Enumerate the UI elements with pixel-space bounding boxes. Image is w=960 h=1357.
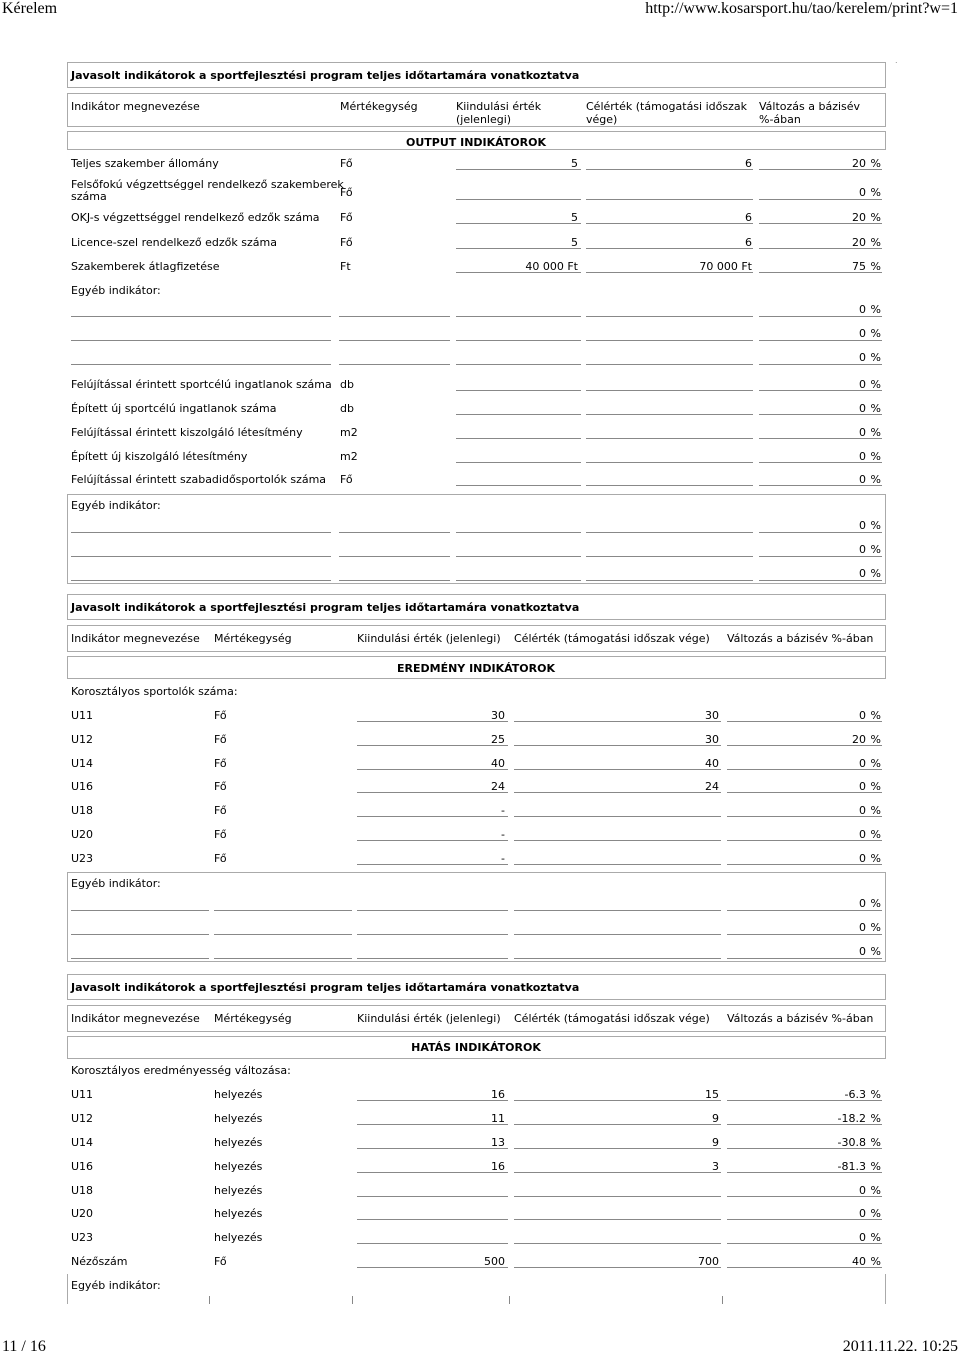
change-value: 0: [859, 757, 866, 770]
col-header-change: Változás a bázisév %-ában: [727, 632, 874, 645]
unit-value: Fő: [340, 157, 353, 170]
indicator-name: Felújítással érintett kiszolgáló létesítmény: [71, 426, 303, 439]
start-value-field[interactable]: [456, 390, 581, 391]
print-header: [0, 0, 960, 20]
percent-sign: %: [870, 897, 881, 910]
start-value: 40 000 Ft: [525, 260, 578, 273]
age-group: U12: [71, 733, 94, 746]
change-value: 0: [859, 303, 866, 316]
other-indicator-label: Egyéb indikátor:: [71, 499, 161, 512]
start-value: 5: [571, 157, 578, 170]
start-value: 500: [484, 1255, 505, 1268]
other-name-field[interactable]: [71, 364, 331, 365]
change-value: 0: [859, 543, 866, 556]
print-footer: [0, 1338, 960, 1356]
start-value-field[interactable]: [456, 316, 581, 317]
indicator-name: OKJ-s végzettséggel rendelkező edzők száma: [71, 211, 320, 224]
unit-value: helyezés: [214, 1112, 263, 1125]
target-value: 24: [705, 780, 719, 793]
section-title: Javasolt indikátorok a sportfejlesztési program teljes időtartamára vonatkoztatva: [71, 981, 580, 994]
change-value: -30.8: [837, 1136, 866, 1149]
col-header-name: Indikátor megnevezése: [71, 632, 200, 645]
indicator-name: Teljes szakember állomány: [71, 157, 219, 170]
print-date: 2011.11.22. 10:25: [842, 1338, 958, 1355]
output-heading: OUTPUT INDIKÁTOROK: [405, 136, 547, 149]
other-name-field[interactable]: [71, 340, 331, 341]
percent-sign: %: [870, 1160, 881, 1173]
unit-value: helyezés: [214, 1231, 263, 1244]
percent-sign: %: [870, 1184, 881, 1197]
change-value: 20: [852, 733, 866, 746]
unit-value: Fő: [214, 709, 227, 722]
target-value: 9: [712, 1112, 719, 1125]
result-heading: EREDMÉNY INDIKÁTOROK: [397, 662, 555, 675]
target-value: 9: [712, 1136, 719, 1149]
age-group: U14: [71, 1136, 94, 1149]
indicator-name: Licence-szel rendelkező edzők száma: [71, 236, 277, 249]
target-value: 6: [745, 157, 752, 170]
change-value: 0: [859, 921, 866, 934]
page-number: 11 / 16: [2, 1338, 46, 1355]
change-value: 0: [859, 473, 866, 486]
start-value-field[interactable]: [357, 1243, 508, 1244]
percent-sign: %: [870, 450, 881, 463]
percent-sign: %: [870, 709, 881, 722]
target-value-field[interactable]: [586, 364, 753, 365]
percent-sign: %: [870, 804, 881, 817]
percent-sign: %: [870, 780, 881, 793]
start-value-field[interactable]: [456, 199, 581, 200]
unit-value: Ft: [340, 260, 351, 273]
start-value: 40: [491, 757, 505, 770]
change-value: 0: [859, 567, 866, 580]
unit-value: Fő: [214, 852, 227, 865]
start-value: 13: [491, 1136, 505, 1149]
start-value-field[interactable]: [456, 462, 581, 463]
unit-value: db: [340, 402, 354, 415]
percent-sign: %: [870, 519, 881, 532]
change-value: -6.3: [844, 1088, 866, 1101]
start-value: 16: [491, 1088, 505, 1101]
start-value: 16: [491, 1160, 505, 1173]
start-value: 30: [491, 709, 505, 722]
col-header-change: Változás a bázisév %-ában: [727, 1012, 874, 1025]
age-group: U16: [71, 1160, 94, 1173]
change-value: 0: [859, 945, 866, 958]
change-value: -81.3: [837, 1160, 866, 1173]
unit-value: Fő: [214, 1255, 227, 1268]
change-value: 20: [852, 211, 866, 224]
start-value-field[interactable]: [357, 1219, 508, 1220]
percent-sign: %: [870, 186, 881, 199]
col-header-change: Változás a bázisév %-ában: [759, 100, 861, 126]
field-separator: [509, 1296, 510, 1304]
unit-value: m2: [340, 450, 358, 463]
percent-sign: %: [870, 1136, 881, 1149]
age-group: U20: [71, 1207, 94, 1220]
col-header-target: Célérték (támogatási időszak vége): [514, 1012, 710, 1025]
age-group: U23: [71, 1231, 94, 1244]
age-group: U20: [71, 828, 94, 841]
change-value: 0: [859, 897, 866, 910]
change-value: -18.2: [837, 1112, 866, 1125]
percent-sign: %: [870, 402, 881, 415]
change-value-field[interactable]: [759, 316, 882, 317]
percent-sign: %: [870, 157, 881, 170]
indicator-name: Felsőfokú végzettséggel rendelkező szakemberek: [71, 178, 344, 191]
group-label: Korosztályos sportolók száma:: [71, 685, 238, 698]
target-value-field[interactable]: [586, 199, 753, 200]
change-value: 0: [859, 1207, 866, 1220]
other-indicator-box: [67, 872, 886, 962]
start-value-field[interactable]: [456, 340, 581, 341]
change-value: 0: [859, 186, 866, 199]
indicator-name-cont: száma: [71, 190, 107, 203]
target-value: 6: [745, 211, 752, 224]
age-group: U14: [71, 757, 94, 770]
unit-value: helyezés: [214, 1184, 263, 1197]
start-value-field[interactable]: [357, 1196, 508, 1197]
percent-sign: %: [870, 303, 881, 316]
unit-value: Fő: [214, 733, 227, 746]
field-separator: [722, 1296, 723, 1304]
change-value: 40: [852, 1255, 866, 1268]
start-value: 11: [491, 1112, 505, 1125]
target-value: 15: [705, 1088, 719, 1101]
target-value: 70 000 Ft: [699, 260, 752, 273]
start-value: 25: [491, 733, 505, 746]
percent-sign: %: [870, 733, 881, 746]
target-value: 700: [698, 1255, 719, 1268]
percent-sign: %: [870, 426, 881, 439]
change-value: 0: [859, 709, 866, 722]
change-value: 0: [859, 1184, 866, 1197]
col-header-unit: Mértékegység: [214, 1012, 292, 1025]
start-value-field[interactable]: [456, 438, 581, 439]
other-unit-field[interactable]: [339, 316, 450, 317]
change-value: 0: [859, 327, 866, 340]
age-group: U18: [71, 804, 94, 817]
age-group: U18: [71, 1184, 94, 1197]
percent-sign: %: [870, 543, 881, 556]
percent-sign: %: [870, 211, 881, 224]
change-value: 0: [859, 828, 866, 841]
col-header-name: Indikátor megnevezése: [71, 1012, 200, 1025]
group-label: Korosztályos eredményesség változása:: [71, 1064, 291, 1077]
percent-sign: %: [870, 828, 881, 841]
change-value-field[interactable]: [759, 364, 882, 365]
percent-sign: %: [870, 327, 881, 340]
change-value: 0: [859, 519, 866, 532]
change-value: 0: [859, 852, 866, 865]
col-header-name: Indikátor megnevezése: [71, 100, 200, 113]
header-title: Kérelem: [2, 0, 58, 17]
field-separator: [352, 1296, 353, 1304]
target-value: 30: [705, 733, 719, 746]
unit-value: Fő: [214, 828, 227, 841]
percent-sign: %: [870, 1255, 881, 1268]
percent-sign: %: [870, 1088, 881, 1101]
target-value: 40: [705, 757, 719, 770]
percent-sign: %: [870, 351, 881, 364]
percent-sign: %: [870, 945, 881, 958]
indicator-name: Felújítással érintett szabadidősportolók száma: [71, 473, 327, 486]
change-value: 20: [852, 236, 866, 249]
age-group: U23: [71, 852, 94, 865]
target-value-field[interactable]: [586, 316, 753, 317]
indicator-name: Felújítással érintett sportcélú ingatlanok száma: [71, 378, 332, 391]
age-group: U11: [71, 709, 94, 722]
impact-heading: HATÁS INDIKÁTOROK: [411, 1041, 541, 1054]
percent-sign: %: [870, 1112, 881, 1125]
unit-value: Fő: [214, 780, 227, 793]
section-title: Javasolt indikátorok a sportfejlesztési program teljes időtartamára vonatkoztatva: [71, 601, 580, 614]
target-value: 30: [705, 709, 719, 722]
col-header-target: Célérték (támogatási időszak vége): [586, 100, 747, 126]
change-value: 0: [859, 351, 866, 364]
start-value: -: [501, 852, 505, 865]
unit-value: db: [340, 378, 354, 391]
start-value: -: [501, 828, 505, 841]
col-header-start: Kiindulási érték (jelenlegi): [456, 100, 542, 126]
other-indicator-box: [67, 494, 886, 584]
percent-sign: %: [870, 852, 881, 865]
percent-sign: %: [870, 757, 881, 770]
unit-value: helyezés: [214, 1160, 263, 1173]
age-group: U11: [71, 1088, 94, 1101]
change-value: 0: [859, 1231, 866, 1244]
unit-value: m2: [340, 426, 358, 439]
percent-sign: %: [870, 260, 881, 273]
col-header-start: Kiindulási érték (jelenlegi): [357, 1012, 501, 1025]
unit-value: Fő: [214, 804, 227, 817]
start-value: 5: [571, 236, 578, 249]
target-value-field[interactable]: [586, 340, 753, 341]
unit-value: Fő: [340, 473, 353, 486]
start-value-field[interactable]: [456, 485, 581, 486]
section-title: Javasolt indikátorok a sportfejlesztési program teljes időtartamára vonatkoztatva: [71, 69, 580, 82]
indicator-name: Épített új sportcélú ingatlanok száma: [71, 402, 277, 415]
header-url: http://www.kosarsport.hu/tao/kerelem/print?w=1: [645, 0, 958, 17]
percent-sign: %: [870, 1207, 881, 1220]
age-group: Nézőszám: [71, 1255, 128, 1268]
change-value: 20: [852, 157, 866, 170]
col-header-target: Célérték (támogatási időszak vége): [514, 632, 710, 645]
other-indicator-label: Egyéb indikátor:: [71, 877, 161, 890]
start-value-field[interactable]: [456, 364, 581, 365]
change-value-field[interactable]: [759, 340, 882, 341]
other-unit-field[interactable]: [339, 364, 450, 365]
percent-sign: %: [870, 473, 881, 486]
unit-value: Fő: [340, 211, 353, 224]
unit-value: Fő: [340, 186, 353, 199]
age-group: U12: [71, 1112, 94, 1125]
change-value: 0: [859, 804, 866, 817]
change-value: 0: [859, 780, 866, 793]
start-value: -: [501, 804, 505, 817]
field-separator: [209, 1296, 210, 1304]
change-value-field[interactable]: [759, 199, 882, 200]
other-indicator-label: Egyéb indikátor:: [71, 1279, 161, 1292]
percent-sign: %: [870, 921, 881, 934]
unit-value: helyezés: [214, 1136, 263, 1149]
target-value: 6: [745, 236, 752, 249]
change-value: 75: [852, 260, 866, 273]
age-group: U16: [71, 780, 94, 793]
change-value: 0: [859, 450, 866, 463]
col-header-start: Kiindulási érték (jelenlegi): [357, 632, 501, 645]
other-name-field[interactable]: [71, 316, 331, 317]
target-value: 3: [712, 1160, 719, 1173]
start-value-field[interactable]: [456, 414, 581, 415]
start-value: 5: [571, 211, 578, 224]
unit-value: helyezés: [214, 1207, 263, 1220]
corner-mark: .: [895, 56, 898, 65]
col-header-unit: Mértékegység: [214, 632, 292, 645]
change-value: 0: [859, 378, 866, 391]
percent-sign: %: [870, 567, 881, 580]
indicator-name: Szakemberek átlagfizetése: [71, 260, 220, 273]
indicator-name: Épített új kiszolgáló létesítmény: [71, 450, 248, 463]
start-value: 24: [491, 780, 505, 793]
change-value: 0: [859, 402, 866, 415]
other-indicator-box: [67, 1274, 886, 1304]
other-unit-field[interactable]: [339, 340, 450, 341]
percent-sign: %: [870, 1231, 881, 1244]
percent-sign: %: [870, 236, 881, 249]
col-header-unit: Mértékegység: [340, 100, 418, 113]
percent-sign: %: [870, 378, 881, 391]
unit-value: Fő: [214, 757, 227, 770]
change-value: 0: [859, 426, 866, 439]
unit-value: helyezés: [214, 1088, 263, 1101]
unit-value: Fő: [340, 236, 353, 249]
other-indicator-label: Egyéb indikátor:: [71, 284, 161, 297]
